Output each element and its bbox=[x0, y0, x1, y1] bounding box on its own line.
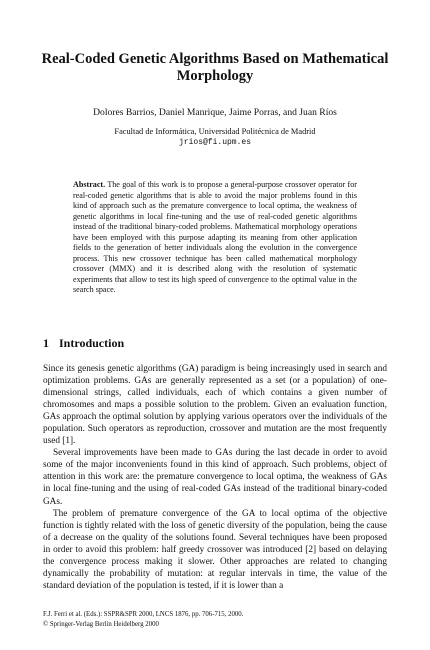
paragraph: Several improvements have been made to GAs during the last decade in order to avoid some of the major inconvenients found in this kind of approach. Such problems, object of attention in this work are: the premature convergence to local optima, the weakness of GAs in local fine-tuning and the using of real-coded GAs instead of the traditional binary-coded GAs. bbox=[43, 448, 387, 507]
author-list: Dolores Barrios, Daniel Manrique, Jaime Porras, and Juan Ríos bbox=[93, 107, 337, 118]
abstract-text: The goal of this work is to propose a general-purpose crossover operator for real-coded genetic algorithms that is able to avoid the major problems found in this kind of approach such as the premature convergence to local optima, the weakness of genetic algorithms in local fine-tuning and the use of real-coded genetic algorithms instead of the traditional binary-coded problems. Mathematical morphology operations have been employed with this purpose adapting its meaning from other application fields to the generation of better individuals along the evolution in the convergence process. This new crossover technique has been called mathematical morphology crossover (MMX) and it is described along with the resolution of systematic experiments that allow to test its high speed of convergence to the optimal value in the search space. bbox=[73, 180, 357, 294]
footer-line: © Springer-Verlag Berlin Heidelberg 2000 bbox=[43, 620, 159, 628]
section-title: Introduction bbox=[59, 336, 125, 350]
abstract bbox=[73, 180, 357, 296]
affiliation: Facultad de Informática, Universidad Politécnica de Madrid bbox=[114, 127, 316, 136]
footer-line: F.J. Ferri et al. (Eds.): SSPR&SPR 2000, LNCS 1876, pp. 706-715, 2000. bbox=[43, 611, 244, 618]
abstract-label: Abstract. bbox=[73, 180, 106, 189]
paragraph: The problem of premature convergence of the GA to local optima of the objective function is tightly related with the loss of genetic diversity of the population, being the cause of a decrease on the quality of the solutions found. Several techniques have been proposed in order to avoid this problem: half greedy crossover was introduced [2] based on delaying the convergence process making it slower. Other approaches are related to changing dynamically the probability of mutation: at regular intervals in time, the value of the standard deviation of the population is tested, if it is lower than a bbox=[43, 508, 387, 591]
section-heading bbox=[43, 336, 124, 350]
section-number: 1 bbox=[43, 336, 49, 350]
footer-citation bbox=[43, 610, 387, 629]
contact-email: jrios@fi.upm.es bbox=[178, 138, 251, 147]
body-text bbox=[43, 363, 387, 592]
paragraph: Since its genesis genetic algorithms (GA) paradigm is being increasingly used in search and optimization problems. GAs are generally represented as a set (or a population) of one-dimensional strings, called individuals, each of which contains a given number of chromosomes and maps a possible solution to the problem. Given an evaluation function, GAs approach the optimal solution by applying various operators over the individuals of the population. Such operators as reproduction, crossover and mutation are the most frequently used [1]. bbox=[43, 364, 387, 447]
paper-title: Real-Coded Genetic Algorithms Based on Mathematical Morphology bbox=[41, 51, 389, 84]
